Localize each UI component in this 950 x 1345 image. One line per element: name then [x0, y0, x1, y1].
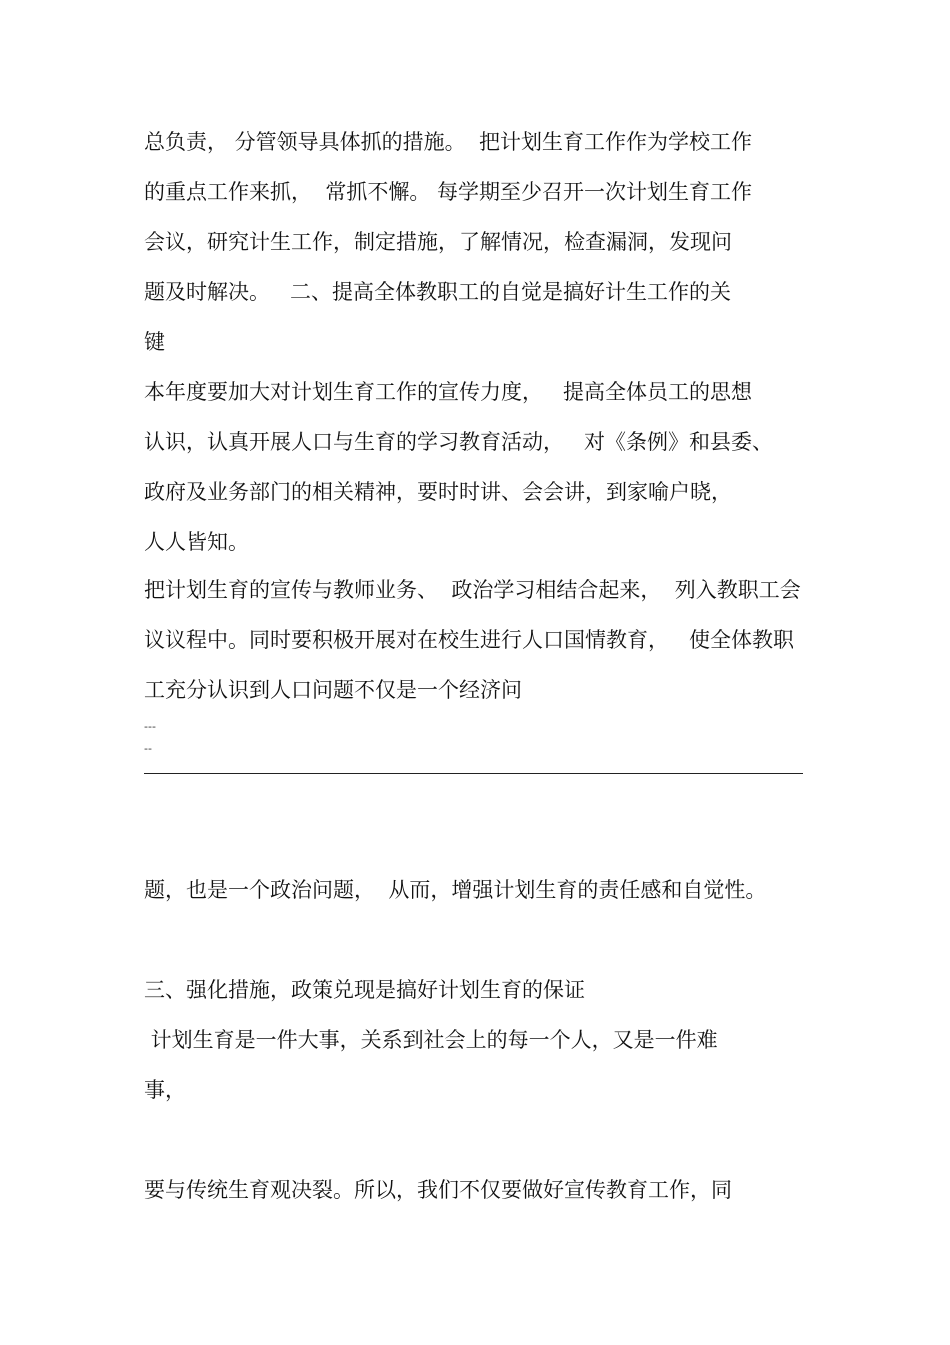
text-line: 的重点工作来抓， 常抓不懈。 每学期至少召开一次计划生育工作	[144, 180, 753, 204]
text-line: 会议，研究计生工作，制定措施，了解情况，检查漏洞，发现问	[144, 230, 732, 254]
text-line: 人人皆知。	[144, 530, 249, 554]
page-footer-mark: --	[144, 742, 152, 755]
text-line: 政府及业务部门的相关精神，要时时讲、会会讲，到家喻户晓，	[144, 480, 732, 504]
page-footer-mark: ---	[144, 720, 156, 733]
page-divider	[144, 773, 803, 774]
text-line: 工充分认识到人口问题不仅是一个经济问	[144, 678, 522, 702]
text-line: 事，	[144, 1078, 186, 1102]
text-line: 键	[144, 330, 165, 354]
text-line: 要与传统生育观决裂。所以，我们不仅要做好宣传教育工作，同	[144, 1178, 732, 1202]
text-line: 题，也是一个政治问题， 从而，增强计划生育的责任感和自觉性。	[144, 878, 767, 902]
text-line: 议议程中。同时要积极开展对在校生进行人口国情教育， 使全体教职	[144, 628, 795, 652]
text-line: 题及时解决。 二、提高全体教职工的自觉是搞好计生工作的关	[144, 280, 732, 304]
text-line: 总负责， 分管领导具体抓的措施。 把计划生育工作作为学校工作	[144, 130, 753, 154]
text-line: 本年度要加大对计划生育工作的宣传力度， 提高全体员工的思想	[144, 380, 753, 404]
text-line: 计划生育是一件大事，关系到社会上的每一个人，又是一件难	[144, 1028, 718, 1052]
text-line: 把计划生育的宣传与教师业务、 政治学习相结合起来， 列入教职工会	[144, 578, 801, 602]
text-line: 认识，认真开展人口与生育的学习教育活动， 对《条例》和县委、	[144, 430, 774, 454]
section-heading: 三、强化措施，政策兑现是搞好计划生育的保证	[144, 978, 585, 1002]
